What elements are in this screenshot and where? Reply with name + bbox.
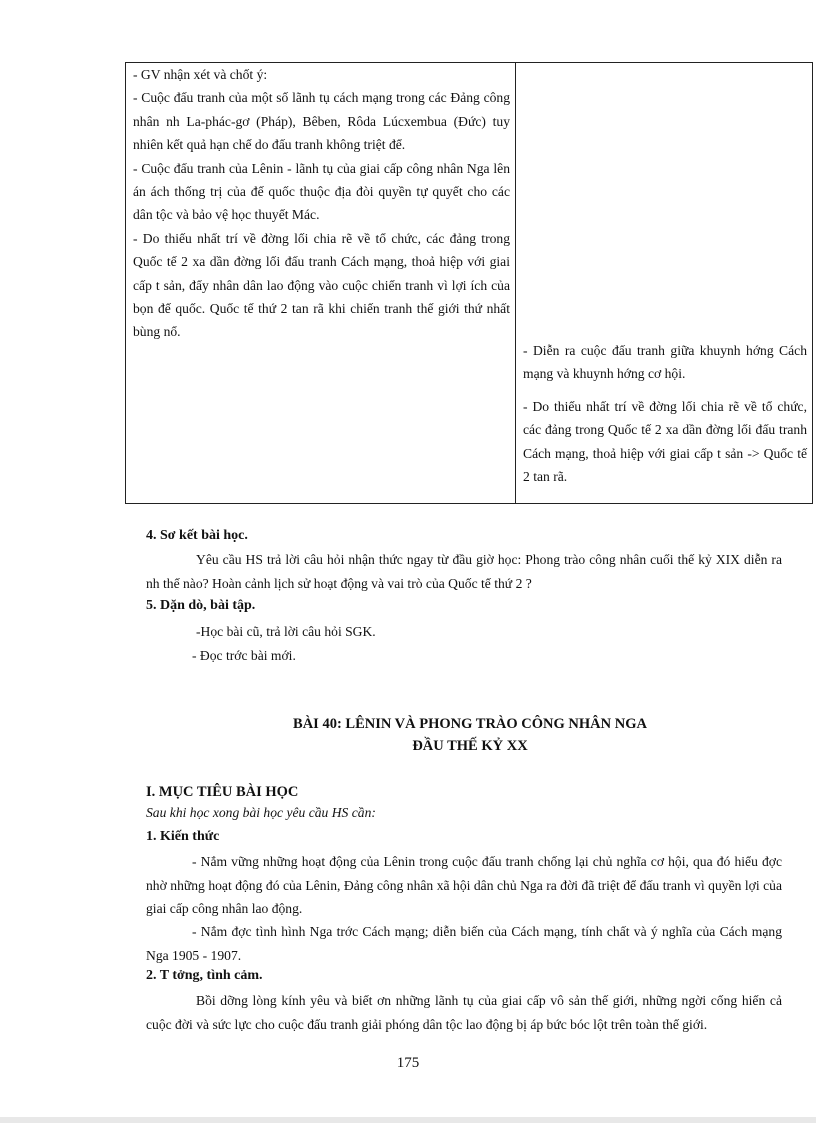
lesson-title: BÀI 40: LÊNIN VÀ PHONG TRÀO CÔNG NHÂN NGA (293, 716, 647, 732)
table-left-line: - Cuộc đấu tranh của Lênin - lãnh tụ của giai cấp công nhân Nga lên án ách thống trị của đế quốc thuộc địa đòi quyền tự quyết cho các dân tộc và bảo vệ học thuyết Mác. (133, 160, 510, 223)
lesson-subtitle: ĐẦU THẾ KỶ XX (412, 738, 528, 754)
knowledge-paragraph: - Nắm đợc tình hình Nga trớc Cách mạng; diễn biến của Cách mạng, tính chất và ý nghĩa của Cách mạng Nga 1905 - 1907. (146, 924, 782, 963)
knowledge-paragraph: - Nắm vững những hoạt động của Lênin trong cuộc đấu tranh chống lại chủ nghĩa cơ hội, qua đó hiểu đợc nhờ những hoạt động đó của Lênin, Đảng công nhân xã hội dân chủ Nga ra đời đã triệt để đấu tranh vì quyền lợi của giai cấp công nhân lao động. (146, 854, 782, 916)
knowledge-heading: 1. Kiến thức (146, 829, 220, 844)
table-left-line: - Do thiếu nhất trí về đờng lối chia rẽ về tổ chức, các đảng trong Quốc tế 2 xa dần đờng lối đấu tranh Cách mạng, thoả hiệp với giai cấp t sản, đẩy nhân dân lao động vào cuộc chiến tranh vì lợi ích của bọn đế quốc. Quốc tế thứ 2 tan rã khi chiến tranh thế giới thứ nhất bùng nổ. (133, 230, 510, 340)
bottom-divider (0, 1117, 816, 1123)
thought-heading: 2. T tởng, tình cảm. (146, 968, 263, 983)
table-right-line: - Diễn ra cuộc đấu tranh giữa khuynh hớng Cách mạng và khuynh hớng cơ hội. (523, 343, 807, 382)
table-right-line: - Do thiếu nhất trí về đờng lối chia rẽ về tổ chức, các đảng trong Quốc tế 2 xa dần đờng lối đấu tranh Cách mạng, thoả hiệp với giai cấp t sản -> Quốc tế 2 tan rã. (523, 398, 807, 485)
page-number: 175 (396, 1055, 420, 1071)
knowledge-cell (516, 63, 813, 504)
teacher-activity-cell (126, 63, 516, 504)
summary-text: Yêu cầu HS trả lời câu hỏi nhận thức ngay từ đầu giờ học: Phong trào công nhân cuối thế kỷ XIX diễn ra nh thế nào? Hoàn cảnh lịch sử hoạt động và vai trò của Quốc tế thứ 2 ? (146, 552, 782, 591)
thought-paragraph: Bồi dỡng lòng kính yêu và biết ơn những lãnh tụ của giai cấp vô sản thế giới, những ngời cống hiến cả cuộc đời và sức lực cho cuộc đấu tranh giải phóng dân tộc lao động bị áp bức bóc lột trên toàn thế giới. (146, 993, 782, 1032)
table-left-line: - Cuộc đấu tranh của một số lãnh tụ cách mạng trong các Đảng công nhân nh La-phác-gơ (Pháp), Bêben, Rôda Lúcxembua (Đức) tuy nhiên kết quả hạn chế do đấu tranh không triệt để. (133, 90, 510, 153)
lesson-activity-table (125, 62, 813, 504)
table-left-line: - GV nhận xét và chốt ý: (133, 67, 268, 82)
objectives-intro: Sau khi học xong bài học yêu cầu HS cần: (146, 805, 376, 820)
homework-heading: 5. Dặn dò, bài tập. (146, 598, 256, 613)
summary-heading: 4. Sơ kết bài học. (146, 528, 248, 543)
objectives-heading: I. MỤC TIÊU BÀI HỌC (146, 784, 299, 800)
homework-item: - Đọc trớc bài mới. (192, 648, 296, 663)
homework-item: -Học bài cũ, trả lời câu hỏi SGK. (196, 624, 376, 639)
